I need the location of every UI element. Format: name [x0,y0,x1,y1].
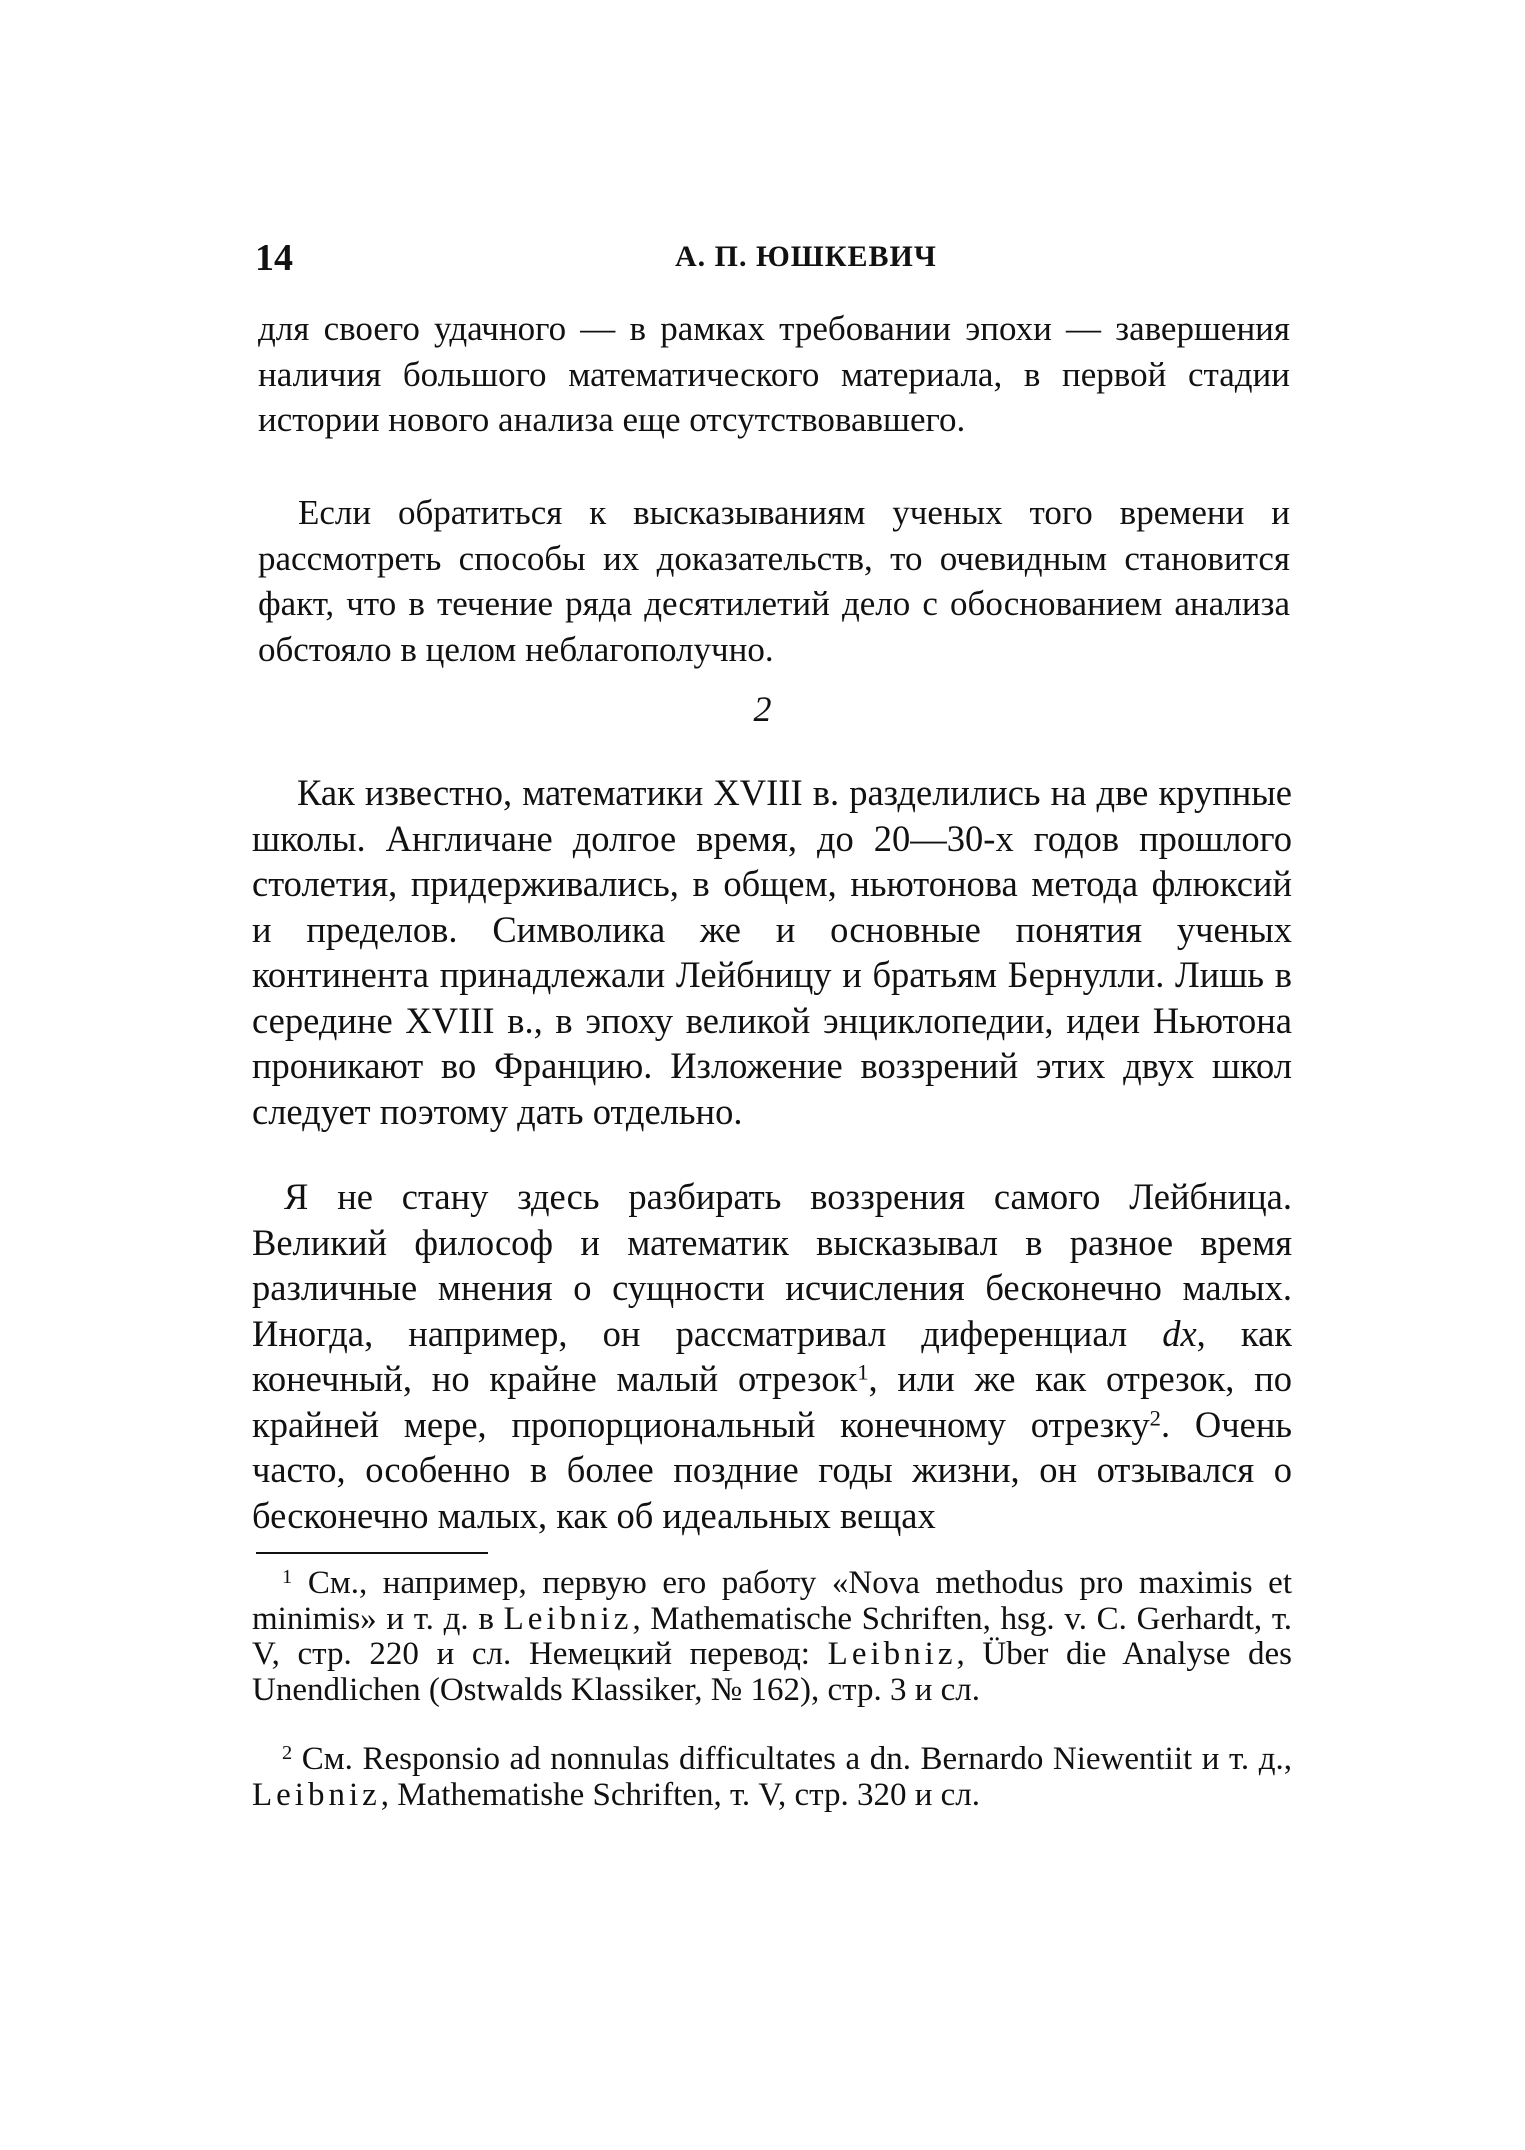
page-number: 14 [255,237,293,279]
footnote-divider [256,1552,488,1554]
section-number: 2 [753,689,772,729]
footnote-1-text-b: , Mathematische Schriften, hsg. v. C. Gerhardt, т. V, стр. 220 и сл. Немецкий перевод: [252,1600,1293,1672]
footnote-1-text-a: См., например, первую его работу «Nova methodus pro maximis et minimis» и т. д. в [252,1565,1293,1637]
paragraph-continuation: для своего удачного — в рамках требовании эпохи — завершения наличия большого математического материала, в первой стадии истории нового анализа еще отсутствовавшего. [258,309,1290,439]
leibniz-text-part-1: Я не стану здесь разбирать воззрения самого Лейбница. Великий философ и математик высказывал в разное время различные мнения о сущности исчисления бесконечно малых. Иногда, например, он рассматривал диференциал [252,1176,1292,1354]
footnote-1-text-c: , Über die Analyse des Unendlichen (Ostwalds Klassiker, № 162), стр. 3 и сл. [252,1636,1293,1708]
running-head [255,236,1295,286]
leibniz-text-part-2: , как конечный, но крайне малый отрезок [252,1312,1292,1399]
author-running-title: А. П. ЮШКЕВИЧ [675,240,937,273]
footnote-2 [252,1742,1292,1813]
footnote-1 [252,1566,1292,1708]
footnote-ref-1: 1 [857,1359,869,1385]
paragraph-leibniz [252,1174,1292,1538]
footnote-2-text-a: См. Responsio ad nonnulas difficultates a dn. Bernardo Niewentiit и т. д., [301,1741,1292,1777]
differential-dx: dx [1162,1312,1197,1354]
footnote-1-author-b: Leibniz [827,1636,957,1672]
footnote-2-marker: 2 [282,1741,293,1764]
paragraph-two-schools: Как известно, математики XVIII в. разделились на две крупные школы. Англичане долгое время, до 20—30-х годов прошлого столетия, придерживались, в общем, ньютонова метода флюксий и пределов. Символика же и основные понятия ученых континента принадлежали Лейбницу и братьям Бернулли. Лишь в середине XVIII в., в эпоху великой энциклопедии, идеи Ньютона проникают во Францию. Изложение воззрений этих двух школ следует поэтому дать отдельно. [252,772,1292,1132]
footnote-ref-2: 2 [1149,1405,1161,1431]
footnote-2-author: Leibniz [252,1776,381,1813]
footnote-1-author-a: Leibniz [503,1600,633,1637]
leibniz-text-part-4: . Очень часто, особенно в более поздние годы жизни, он отзывался о бесконечно малых, как об идеальных вещах [252,1403,1292,1536]
footnote-1-marker: 1 [282,1565,293,1588]
footnote-2-text-b: , Mathematishe Schriften, т. V, стр. 320 и сл. [380,1776,980,1813]
leibniz-text-part-3: , или же как отрезок, по крайней мере, пропорциональный конечному отрезку [252,1358,1292,1445]
paragraph-reasoning: Если обратиться к высказываниям ученых того времени и рассмотреть способы их доказательств, то очевидным становится факт, что в течение ряда десятилетий дело с обоснованием анализа обстояло в целом неблагополучно. [258,493,1290,669]
